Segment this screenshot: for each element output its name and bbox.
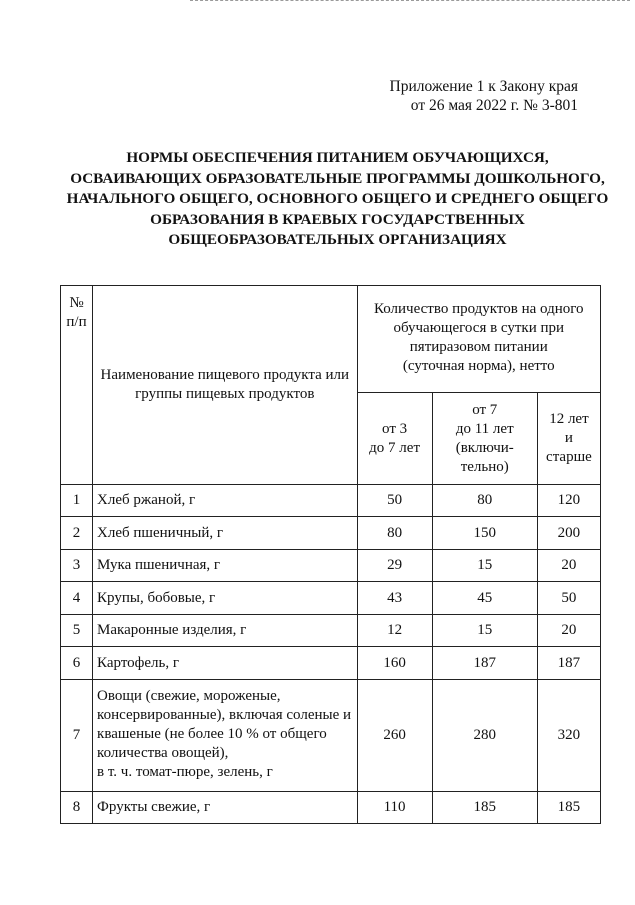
row-product-name: Мука пшеничная, г	[93, 550, 357, 582]
header-age-7-11: от 7 до 11 лет (включи- тельно)	[432, 393, 537, 485]
norms-table	[60, 285, 601, 824]
row-value-12-plus: 185	[537, 792, 600, 824]
row-value-3-7: 80	[357, 517, 432, 550]
table-row	[61, 550, 601, 582]
row-value-7-11: 15	[432, 550, 537, 582]
appendix-note	[390, 77, 578, 115]
row-num: 1	[61, 485, 93, 517]
row-num: 5	[61, 615, 93, 647]
row-product-name: Фрукты свежие, г	[93, 792, 357, 824]
row-product-name: Крупы, бобовые, г	[93, 582, 357, 615]
header-quantity: Количество продуктов на одного обучающегося в сутки при пятиразовом питании (суточная норма), нетто	[357, 286, 600, 393]
row-value-12-plus: 187	[537, 647, 600, 680]
appendix-line-1: Приложение 1 к Закону края	[389, 78, 578, 95]
row-value-3-7: 12	[357, 615, 432, 647]
header-num: № п/п	[61, 286, 93, 485]
row-num: 4	[61, 582, 93, 615]
row-value-7-11: 80	[432, 485, 537, 517]
appendix-line-2: от 26 мая 2022 г. № 3-801	[410, 97, 578, 114]
row-value-3-7: 260	[357, 680, 432, 792]
row-value-7-11: 185	[432, 792, 537, 824]
table-row	[61, 792, 601, 824]
header-age-3-7: от 3 до 7 лет	[357, 393, 432, 485]
table-row	[61, 680, 601, 792]
row-product-name: Картофель, г	[93, 647, 357, 680]
table-row	[61, 582, 601, 615]
top-scan-rule	[190, 0, 630, 2]
table-row	[61, 485, 601, 517]
row-value-7-11: 187	[432, 647, 537, 680]
row-num: 3	[61, 550, 93, 582]
table-row	[61, 647, 601, 680]
row-value-12-plus: 20	[537, 550, 600, 582]
row-value-12-plus: 320	[537, 680, 600, 792]
row-product-name: Хлеб ржаной, г	[93, 485, 357, 517]
row-num: 2	[61, 517, 93, 550]
document-title: НОРМЫ ОБЕСПЕЧЕНИЯ ПИТАНИЕМ ОБУЧАЮЩИХСЯ, ОСВАИВАЮЩИХ ОБРАЗОВАТЕЛЬНЫЕ ПРОГРАММЫ ДОШКОЛЬНОГО, НАЧАЛЬНОГО ОБЩЕГО, ОСНОВНОГО ОБЩЕГО И СРЕДНЕГО ОБЩЕГО ОБРАЗОВАНИЯ В КРАЕВЫХ ГОСУДАРСТВЕННЫХ ОБЩЕОБРАЗОВАТЕЛЬНЫХ ОРГАНИЗАЦИЯХ	[66, 149, 609, 248]
row-product-name: Овощи (свежие, мороженые, консервированные), включая соленые и квашеные (не более 10 % от общего количества овощей), в т. ч. томат-пюре, зелень, г	[93, 680, 357, 792]
row-value-3-7: 50	[357, 485, 432, 517]
table-row	[61, 615, 601, 647]
header-product-name: Наименование пищевого продукта или группы пищевых продуктов	[93, 286, 357, 485]
row-value-7-11: 45	[432, 582, 537, 615]
row-value-12-plus: 50	[537, 582, 600, 615]
row-num: 7	[61, 680, 93, 792]
row-value-3-7: 160	[357, 647, 432, 680]
row-value-12-plus: 20	[537, 615, 600, 647]
row-num: 8	[61, 792, 93, 824]
row-product-name: Макаронные изделия, г	[93, 615, 357, 647]
table-header-row	[61, 286, 601, 393]
row-value-7-11: 280	[432, 680, 537, 792]
row-value-3-7: 110	[357, 792, 432, 824]
row-value-12-plus: 200	[537, 517, 600, 550]
row-num: 6	[61, 647, 93, 680]
row-value-7-11: 15	[432, 615, 537, 647]
row-value-3-7: 43	[357, 582, 432, 615]
row-value-12-plus: 120	[537, 485, 600, 517]
header-age-12-plus: 12 лет и старше	[537, 393, 600, 485]
row-value-7-11: 150	[432, 517, 537, 550]
row-value-3-7: 29	[357, 550, 432, 582]
row-product-name: Хлеб пшеничный, г	[93, 517, 357, 550]
table-row	[61, 517, 601, 550]
